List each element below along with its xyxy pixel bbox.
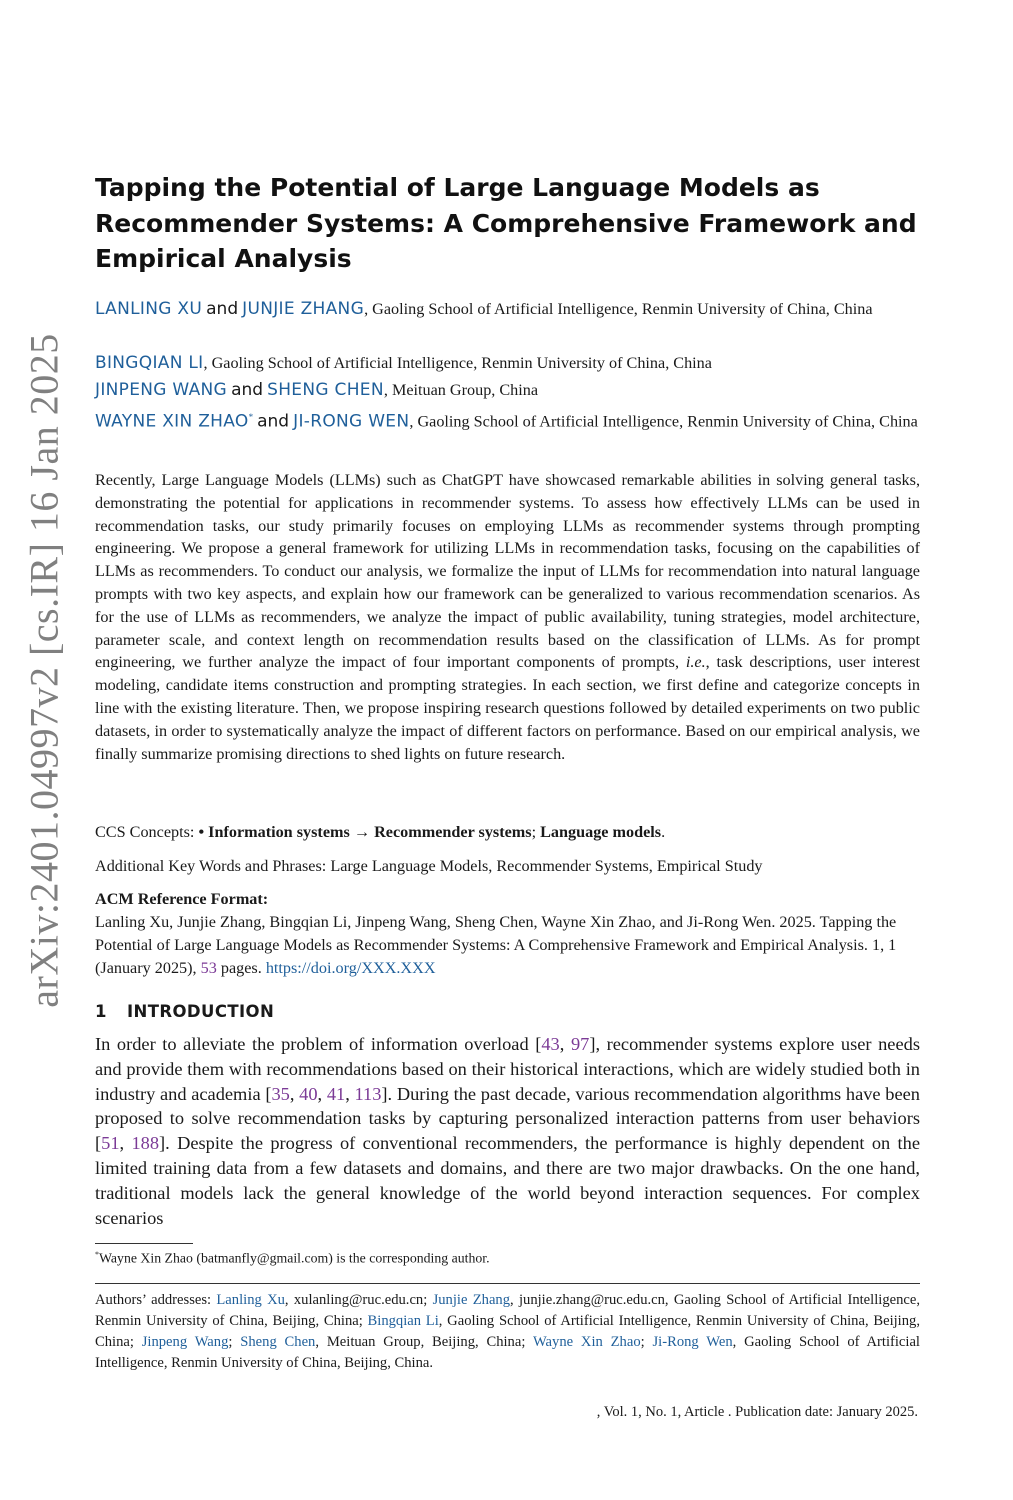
page-count-link[interactable]: 53 <box>200 959 217 977</box>
author-address-link[interactable]: Sheng Chen <box>240 1334 316 1350</box>
keywords: Additional Key Words and Phrases: Large Language Models, Recommender Systems, Empirical Study <box>95 857 763 875</box>
author-affiliation: , Gaoling School of Artificial Intelligence, Renmin University of China, China <box>203 354 712 372</box>
citation-separator: , <box>345 1083 355 1104</box>
ccs-concepts <box>95 820 920 844</box>
body-text: ]. Despite the progress of conventional recommenders, the performance is highly dependent on the limited training data from a few datasets and domains, and there are two major drawbacks. On the one hand, traditional models lack the general knowledge of the world beyond interaction sequences. For complex scenarios <box>95 1133 921 1228</box>
section-title: INTRODUCTION <box>127 1002 275 1021</box>
acm-reference-text: pages. <box>216 959 266 977</box>
ccs-concept: Recommender systems <box>374 823 532 841</box>
address-text: ; <box>228 1334 241 1350</box>
author-line-1 <box>95 296 920 323</box>
author-conjunction: and <box>231 380 264 400</box>
citation-separator: , <box>559 1034 571 1054</box>
page-footer: , Vol. 1, No. 1, Article . Publication date: January 2025. <box>596 1404 918 1420</box>
citation-separator: , <box>119 1133 132 1154</box>
body-text: In order to alleviate the problem of information overload [ <box>95 1034 542 1054</box>
author-address-link[interactable]: Junjie Zhang <box>432 1292 511 1308</box>
author-affiliation: , Gaoling School of Artificial Intelligence, Renmin University of China, China <box>364 300 873 318</box>
citation-link[interactable]: 40 <box>299 1083 318 1104</box>
section-number: 1 <box>95 1002 107 1021</box>
addresses-label: Authors’ addresses: <box>95 1292 217 1308</box>
arxiv-identifier-stamp <box>18 320 70 1020</box>
author-link[interactable]: JI-RONG WEN <box>293 411 410 432</box>
citation-link[interactable]: 51 <box>101 1133 120 1154</box>
abstract-emphasis: i.e. <box>685 653 706 672</box>
footnote <box>95 1250 490 1267</box>
author-address-link[interactable]: Jinpeng Wang <box>141 1334 229 1350</box>
author-link[interactable]: WAYNE XIN ZHAO <box>95 411 249 432</box>
author-address-link[interactable]: Lanling Xu <box>216 1292 285 1308</box>
body-text: ], recommender systems explore user needs and provide them with recommendations based on their historical interactions, which are widely studied both in industry and academia [ <box>95 1034 920 1104</box>
author-affiliation: , Meituan Group, China <box>383 381 539 399</box>
paper-title: Tapping the Potential of Large Language Models as Recommender Systems: A Comprehensive Framework and Empirical Analysis <box>95 173 917 273</box>
footnote-marker: * <box>95 1250 99 1259</box>
address-text: , Gaoling School of Artificial Intelligence, Renmin University of China, Beijing, China; <box>95 1313 920 1350</box>
ccs-end: . <box>661 823 666 841</box>
address-text: , Meituan Group, Beijing, China; <box>315 1334 533 1350</box>
footnote-text: Wayne Xin Zhao (batmanfly@gmail.com) is the corresponding author. <box>99 1250 490 1266</box>
ccs-bullet: • <box>198 823 209 841</box>
citation-link[interactable]: 41 <box>326 1083 346 1104</box>
section-heading-introduction <box>95 1002 274 1021</box>
abstract <box>95 469 920 765</box>
acm-reference-heading: ACM Reference Format: <box>95 890 269 908</box>
author-line-4 <box>95 404 920 435</box>
citation-link[interactable]: 43 <box>541 1034 560 1054</box>
author-address-link[interactable]: Ji-Rong Wen <box>652 1334 733 1350</box>
abstract-text: , task descriptions, user interest modeling, candidate items construction and prompting strategies. In each section, we first define and categorize concepts in line with the existing literature. Then, we propose inspiring research questions followed by detailed experiments on two public datasets, in order to systematically analyze the impact of different factors on performance. Based on our empirical analysis, we finally summarize promising directions to shed lights on future research. <box>95 653 920 763</box>
author-link[interactable]: LANLING XU <box>95 299 203 319</box>
citation-separator: , <box>317 1083 327 1104</box>
doi-link[interactable]: https://doi.org/XXX.XXX <box>265 959 436 977</box>
ccs-separator: ; <box>531 823 541 841</box>
footnote-divider <box>95 1243 193 1244</box>
author-link[interactable]: BINGQIAN LI <box>95 353 204 373</box>
author-conjunction: and <box>257 411 290 432</box>
ccs-concept: Language models <box>540 823 662 841</box>
corresponding-author-marker: * <box>248 412 254 422</box>
author-link[interactable]: SHENG CHEN <box>267 380 384 400</box>
ccs-label: CCS Concepts: <box>95 823 199 841</box>
author-conjunction: and <box>206 299 239 319</box>
introduction-paragraph <box>95 1032 920 1230</box>
citation-link[interactable]: 113 <box>354 1083 382 1104</box>
citation-link[interactable]: 188 <box>131 1133 160 1154</box>
ccs-concept: Information systems <box>208 823 350 841</box>
author-line-3 <box>95 377 920 404</box>
address-text: ; <box>640 1334 653 1350</box>
addresses-divider <box>95 1283 920 1284</box>
author-address-link[interactable]: Wayne Xin Zhao <box>532 1334 641 1350</box>
acm-reference-text: Lanling Xu, Junjie Zhang, Bingqian Li, Jinpeng Wang, Sheng Chen, Wayne Xin Zhao, and Ji-Rong Wen. 2025. Tapping the Potential of Large Language Models as Recommender Systems: A Comprehensive Framework and Empirical Analysis. 1, 1 (January 2025), <box>95 913 897 977</box>
citation-link[interactable]: 35 <box>271 1083 290 1104</box>
author-link[interactable]: JUNJIE ZHANG <box>242 299 365 319</box>
abstract-text: Recently, Large Language Models (LLMs) such as ChatGPT have showcased remarkable abilities in solving general tasks, demonstrating the potential for applications in recommender systems. To assess how effectively LLMs can be used in recommendation tasks, our study primarily focuses on employing LLMs as recommender systems through prompting engineering. We propose a general framework for utilizing LLMs in recommendation tasks, focusing on the capabilities of LLMs as recommenders. To conduct our analysis, we formalize the input of LLMs for recommendation into natural language prompts with two key aspects, and explain how our framework can be generalized to various recommendation scenarios. As for the use of LLMs as recommenders, we analyze the impact of public availability, tuning strategies, model architecture, parameter scale, and context length on recommendation results based on the classification of LLMs. As for prompt engineering, we further analyze the impact of four important components of prompts, <box>95 471 920 672</box>
citation-link[interactable]: 97 <box>570 1034 590 1054</box>
author-link[interactable]: JINPENG WANG <box>95 380 228 400</box>
body-text: ]. During the past decade, various recommendation algorithms have been proposed to solve recommendation tasks by capturing personalized interaction patterns from user behaviors [ <box>95 1083 920 1154</box>
author-affiliation: , Gaoling School of Artificial Intelligence, Renmin University of China, China <box>409 412 918 431</box>
acm-reference-format <box>95 888 920 980</box>
author-address-link[interactable]: Bingqian Li <box>367 1313 439 1329</box>
author-line-2 <box>95 350 920 377</box>
arxiv-stamp-text: arXiv:2401.04997v2 [cs.IR] 16 Jan 2025 <box>21 332 67 1008</box>
authors-addresses <box>95 1290 920 1374</box>
address-text: , xulanling@ruc.edu.cn; <box>284 1292 433 1308</box>
citation-separator: , <box>289 1083 300 1104</box>
ccs-arrow: → <box>349 823 375 841</box>
address-text: , Gaoling School of Artificial Intelligence, Renmin University of China, Beijing, China. <box>95 1334 920 1371</box>
address-text: , junjie.zhang@ruc.edu.cn, Gaoling School of Artificial Intelligence, Renmin University of China, Beijing, China; <box>95 1292 920 1329</box>
